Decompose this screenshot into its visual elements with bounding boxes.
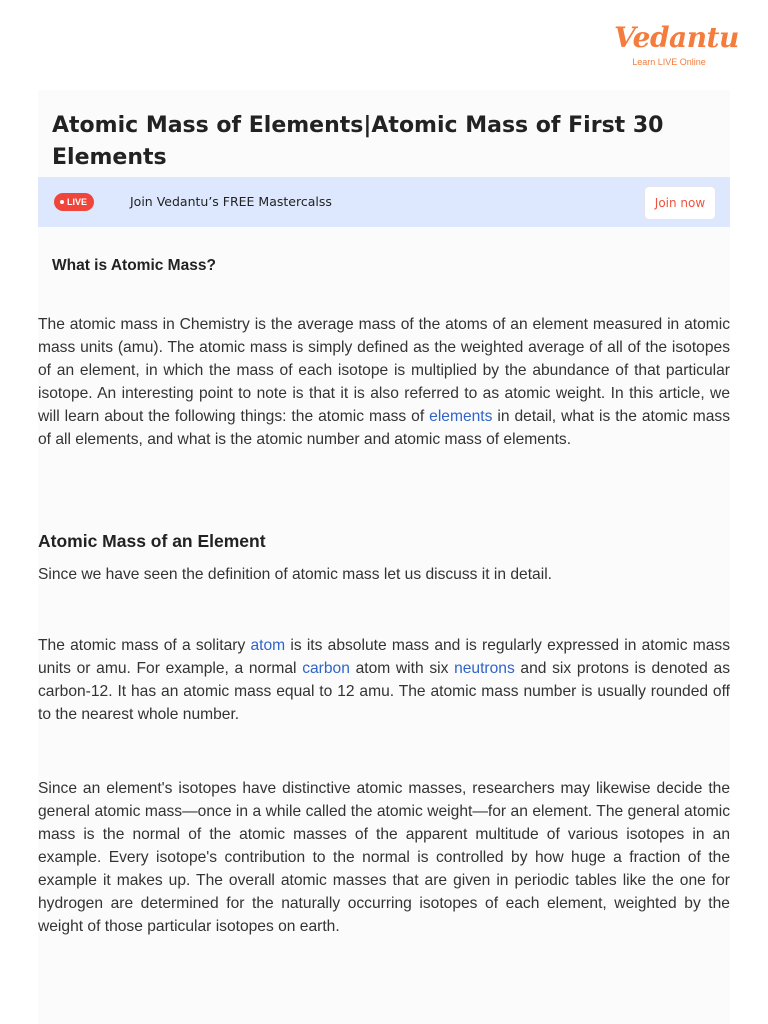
isotopes-paragraph: Since an element's isotopes have distinctive atomic masses, researchers may likewise decide the general atomic mass—once in a while called the atomic weight—for an element. The general atomic mass is the normal of the atomic masses of the apparent multitude of various isotopes in an example. Every isotope's contribution to the normal is controlled by how huge a fraction of the example it makes up. The overall atomic masses that are given in periodic tables like the one for hydrogen are determined for the naturally occurring isotopes of each element, weighted by the weight of those particular isotopes on earth.: [38, 780, 730, 935]
join-now-button[interactable]: Join now: [644, 186, 716, 220]
site-header: [0, 0, 768, 90]
solitary-atom-paragraph: [38, 634, 730, 726]
text-run: The atomic mass in Chemistry is the average mass of the atoms of an element measured in atomic mass units (amu). The atomic mass is simply defined as the weighted average of all of the isotopes of an element, in which the mass of each isotope is multiplied by the abundance of that particular isotope. An interesting point to note is that it is also referred to as atomic weight. In this article, we will learn about the following things: the atomic mass of: [38, 316, 730, 425]
live-dot-icon: [60, 200, 64, 204]
text-run: and six protons is denoted as carbon-12. It has an atomic mass equal to 12 amu. The atomic mass number is usually rounded off to the nearest whole number.: [38, 660, 730, 723]
banner-text: Join Vedantu’s FREE Mastercalss: [130, 194, 332, 209]
link-elements[interactable]: elements: [429, 408, 493, 425]
section-heading-what-is-atomic-mass: What is Atomic Mass?: [52, 257, 216, 274]
vedantu-logo[interactable]: [614, 21, 739, 68]
text-run: The atomic mass of a solitary: [38, 637, 251, 654]
page-title: Atomic Mass of Elements|Atomic Mass of First 30 Elements: [52, 113, 664, 170]
link-neutrons[interactable]: neutrons: [454, 660, 515, 677]
intro-paragraph: [38, 313, 730, 451]
link-carbon[interactable]: carbon: [302, 660, 350, 677]
definition-paragraph: Since we have seen the definition of atomic mass let us discuss it in detail.: [38, 566, 552, 583]
logo-wordmark: Vedantu: [614, 21, 739, 54]
masterclass-banner: [38, 177, 730, 227]
link-atom[interactable]: atom: [250, 637, 286, 654]
logo-tagline: Learn LIVE Online: [632, 57, 706, 67]
text-run: is its absolute mass and is regularly expressed in atomic mass units or amu. For example, a normal: [38, 637, 730, 677]
section-heading-atomic-mass-of-element: Atomic Mass of an Element: [38, 531, 266, 551]
text-run: atom with six: [349, 660, 455, 677]
live-badge: [54, 193, 94, 211]
text-run: in detail, what is the atomic mass of all elements, and what is the atomic number and atomic mass of elements.: [38, 408, 730, 448]
live-label: LIVE: [67, 197, 88, 207]
